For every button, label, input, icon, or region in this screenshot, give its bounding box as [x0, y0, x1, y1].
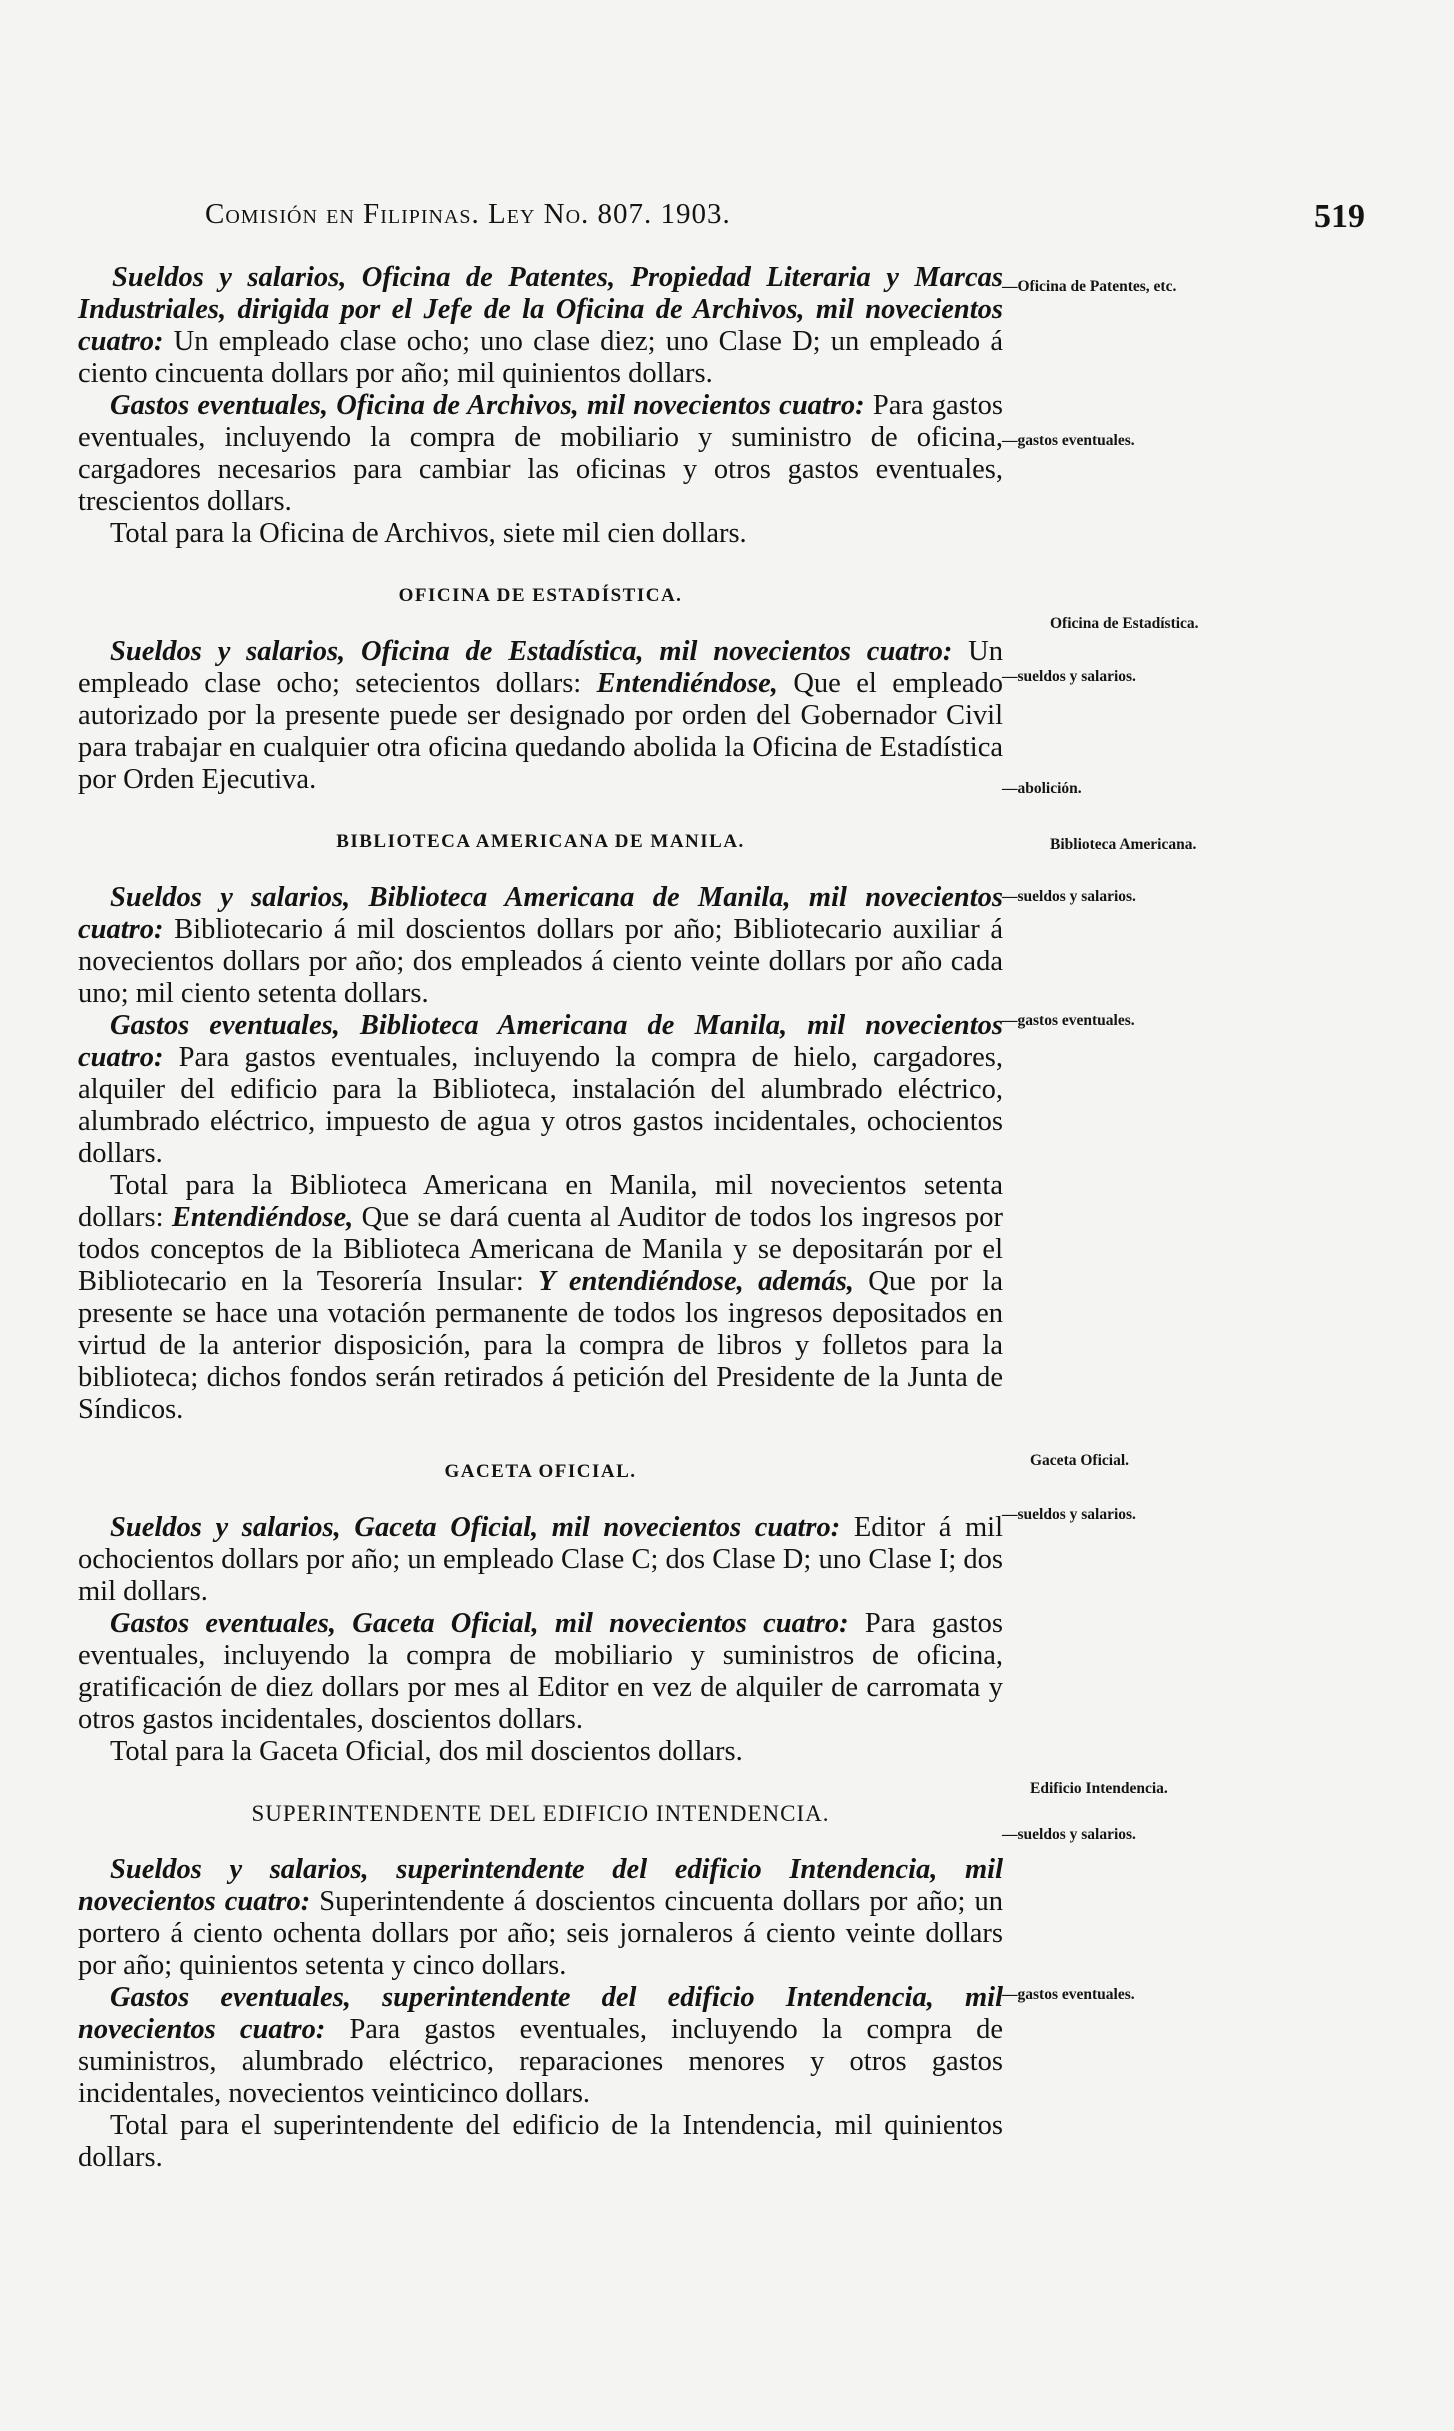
- paragraph-biblioteca-sueldos: Sueldos y salarios, Biblioteca Americana de Manila, mil novecientos cuatro: Bibliotecario á mil doscientos dollars por año; Bibliotecario auxiliar á novecientos dollars por año; dos empleados á ciento veinte dollars por año cada uno; mil ciento setenta dollars.: [78, 882, 1003, 1009]
- margin-note-gastos-biblioteca: —gastos eventuales.: [1002, 1012, 1135, 1029]
- margin-note-intendencia: Edificio Intendencia.: [1030, 1780, 1168, 1797]
- paragraph-gaceta-total: Total para la Gaceta Oficial, dos mil doscientos dollars.: [110, 1736, 743, 1767]
- paragraph-gaceta-gastos: Gastos eventuales, Gaceta Oficial, mil novecientos cuatro: Para gastos eventuales, incluyendo la compra de mobiliario y suministros de oficina, gratificación de diez dollars por mes al Editor en vez de alquiler de carromata y otros gastos incidentales, doscientos dollars.: [78, 1608, 1003, 1735]
- paragraph-estadistica-sueldos: Sueldos y salarios, Oficina de Estadística, mil novecientos cuatro: Un empleado clase ocho; setecientos dollars: Entendiéndose, Que el empleado autorizado por la presente puede ser designado por orden del Gobernador Civil para trabajar en cualquier otra oficina quedando abolida la Oficina de Estadística por Orden Ejecutiva.: [78, 636, 1003, 795]
- paragraph-archivos-total: Total para la Oficina de Archivos, siete mil cien dollars.: [110, 518, 747, 549]
- margin-note-sueldos-intendencia: —sueldos y salarios.: [1002, 1826, 1136, 1843]
- margin-note-gastos-eventuales: —gastos eventuales.: [1002, 432, 1135, 449]
- margin-note-sueldos-biblioteca: —sueldos y salarios.: [1002, 888, 1136, 905]
- running-title: Comisión en Filipinas. Ley No. 807. 1903.: [205, 198, 731, 230]
- margin-note-abolicion: —abolición.: [1002, 780, 1082, 797]
- margin-note-sueldos-estadistica: —sueldos y salarios.: [1002, 668, 1136, 685]
- heading-gaceta: GACETA OFICIAL.: [444, 1461, 637, 1482]
- main-text: [78, 262, 1003, 2174]
- page-number: 519: [1314, 198, 1365, 235]
- heading-superintendente: SUPERINTENDENTE DEL EDIFICIO INTENDENCIA.: [251, 1801, 830, 1826]
- page-header: [205, 198, 1365, 242]
- heading-estadistica: OFICINA DE ESTADÍSTICA.: [398, 585, 683, 606]
- margin-note-biblioteca: Biblioteca Americana.: [1050, 836, 1197, 853]
- paragraph-superintendente-gastos: Gastos eventuales, superintendente del edificio Intendencia, mil novecientos cuatro: Para gastos eventuales, incluyendo la compra de suministros, alumbrado eléctrico, reparaciones menores y otros gastos incidentales, novecientos veinticinco dollars.: [78, 1982, 1003, 2109]
- paragraph-biblioteca-gastos: Gastos eventuales, Biblioteca Americana de Manila, mil novecientos cuatro: Para gastos eventuales, incluyendo la compra de hielo, cargadores, alquiler del edificio para la Biblioteca, instalación del alumbrado eléctrico, alumbrado eléctrico, impuesto de agua y otros gastos incidentales, ochocientos dollars.: [78, 1010, 1003, 1169]
- heading-biblioteca: BIBLIOTECA AMERICANA DE MANILA.: [336, 831, 745, 852]
- paragraph-archivos-gastos: Gastos eventuales, Oficina de Archivos, mil novecientos cuatro: Para gastos eventuales, incluyendo la compra de mobiliario y suministro de oficina, cargadores necesarios para cambiar las oficinas y otros gastos eventuales, trescientos dollars.: [78, 390, 1003, 517]
- margin-note-gaceta: Gaceta Oficial.: [1030, 1452, 1129, 1469]
- paragraph-gaceta-sueldos: Sueldos y salarios, Gaceta Oficial, mil novecientos cuatro: Editor á mil ochocientos dollars por año; un empleado Clase C; dos Clase D; uno Clase I; dos mil dollars.: [78, 1512, 1003, 1607]
- paragraph-superintendente-sueldos: Sueldos y salarios, superintendente del edificio Intendencia, mil novecientos cuatro: Superintendente á doscientos cincuenta dollars por año; un portero á ciento ochenta dollars por año; seis jornaleros á ciento veinte dollars por año; quinientos setenta y cinco dollars.: [78, 1854, 1003, 1981]
- margin-note-estadistica: Oficina de Estadística.: [1050, 615, 1199, 632]
- margin-note-gastos-intendencia: —gastos eventuales.: [1002, 1986, 1135, 2003]
- margin-note-patentes: —Oficina de Patentes, etc.: [1002, 278, 1177, 295]
- margin-note-sueldos-gaceta: —sueldos y salarios.: [1002, 1506, 1136, 1523]
- paragraph-superintendente-total: Total para el superintendente del edificio de la Intendencia, mil quinientos dollars.: [78, 2110, 1003, 2173]
- paragraph-biblioteca-total: Total para la Biblioteca Americana en Manila, mil novecientos setenta dollars: Entendiéndose, Que se dará cuenta al Auditor de todos los ingresos por todos conceptos de la Biblioteca Americana de Manila y se depositarán por el Bibliotecario en la Tesorería Insular: Y entendiéndose, además, Que por la presente se hace una votación permanente de todos los ingresos depositados en virtud de la anterior disposición, para la compra de libros y folletos para la biblioteca; dichos fondos serán retirados á petición del Presidente de la Junta de Síndicos.: [78, 1170, 1003, 1425]
- paragraph-patentes-sueldos: Sueldos y salarios, Oficina de Patentes, Propiedad Literaria y Marcas Industriales, dirigida por el Jefe de la Oficina de Archivos, mil novecientos cuatro: Un empleado clase ocho; uno clase diez; uno Clase D; un empleado á ciento cincuenta dollars por año; mil quinientos dollars.: [78, 262, 1003, 389]
